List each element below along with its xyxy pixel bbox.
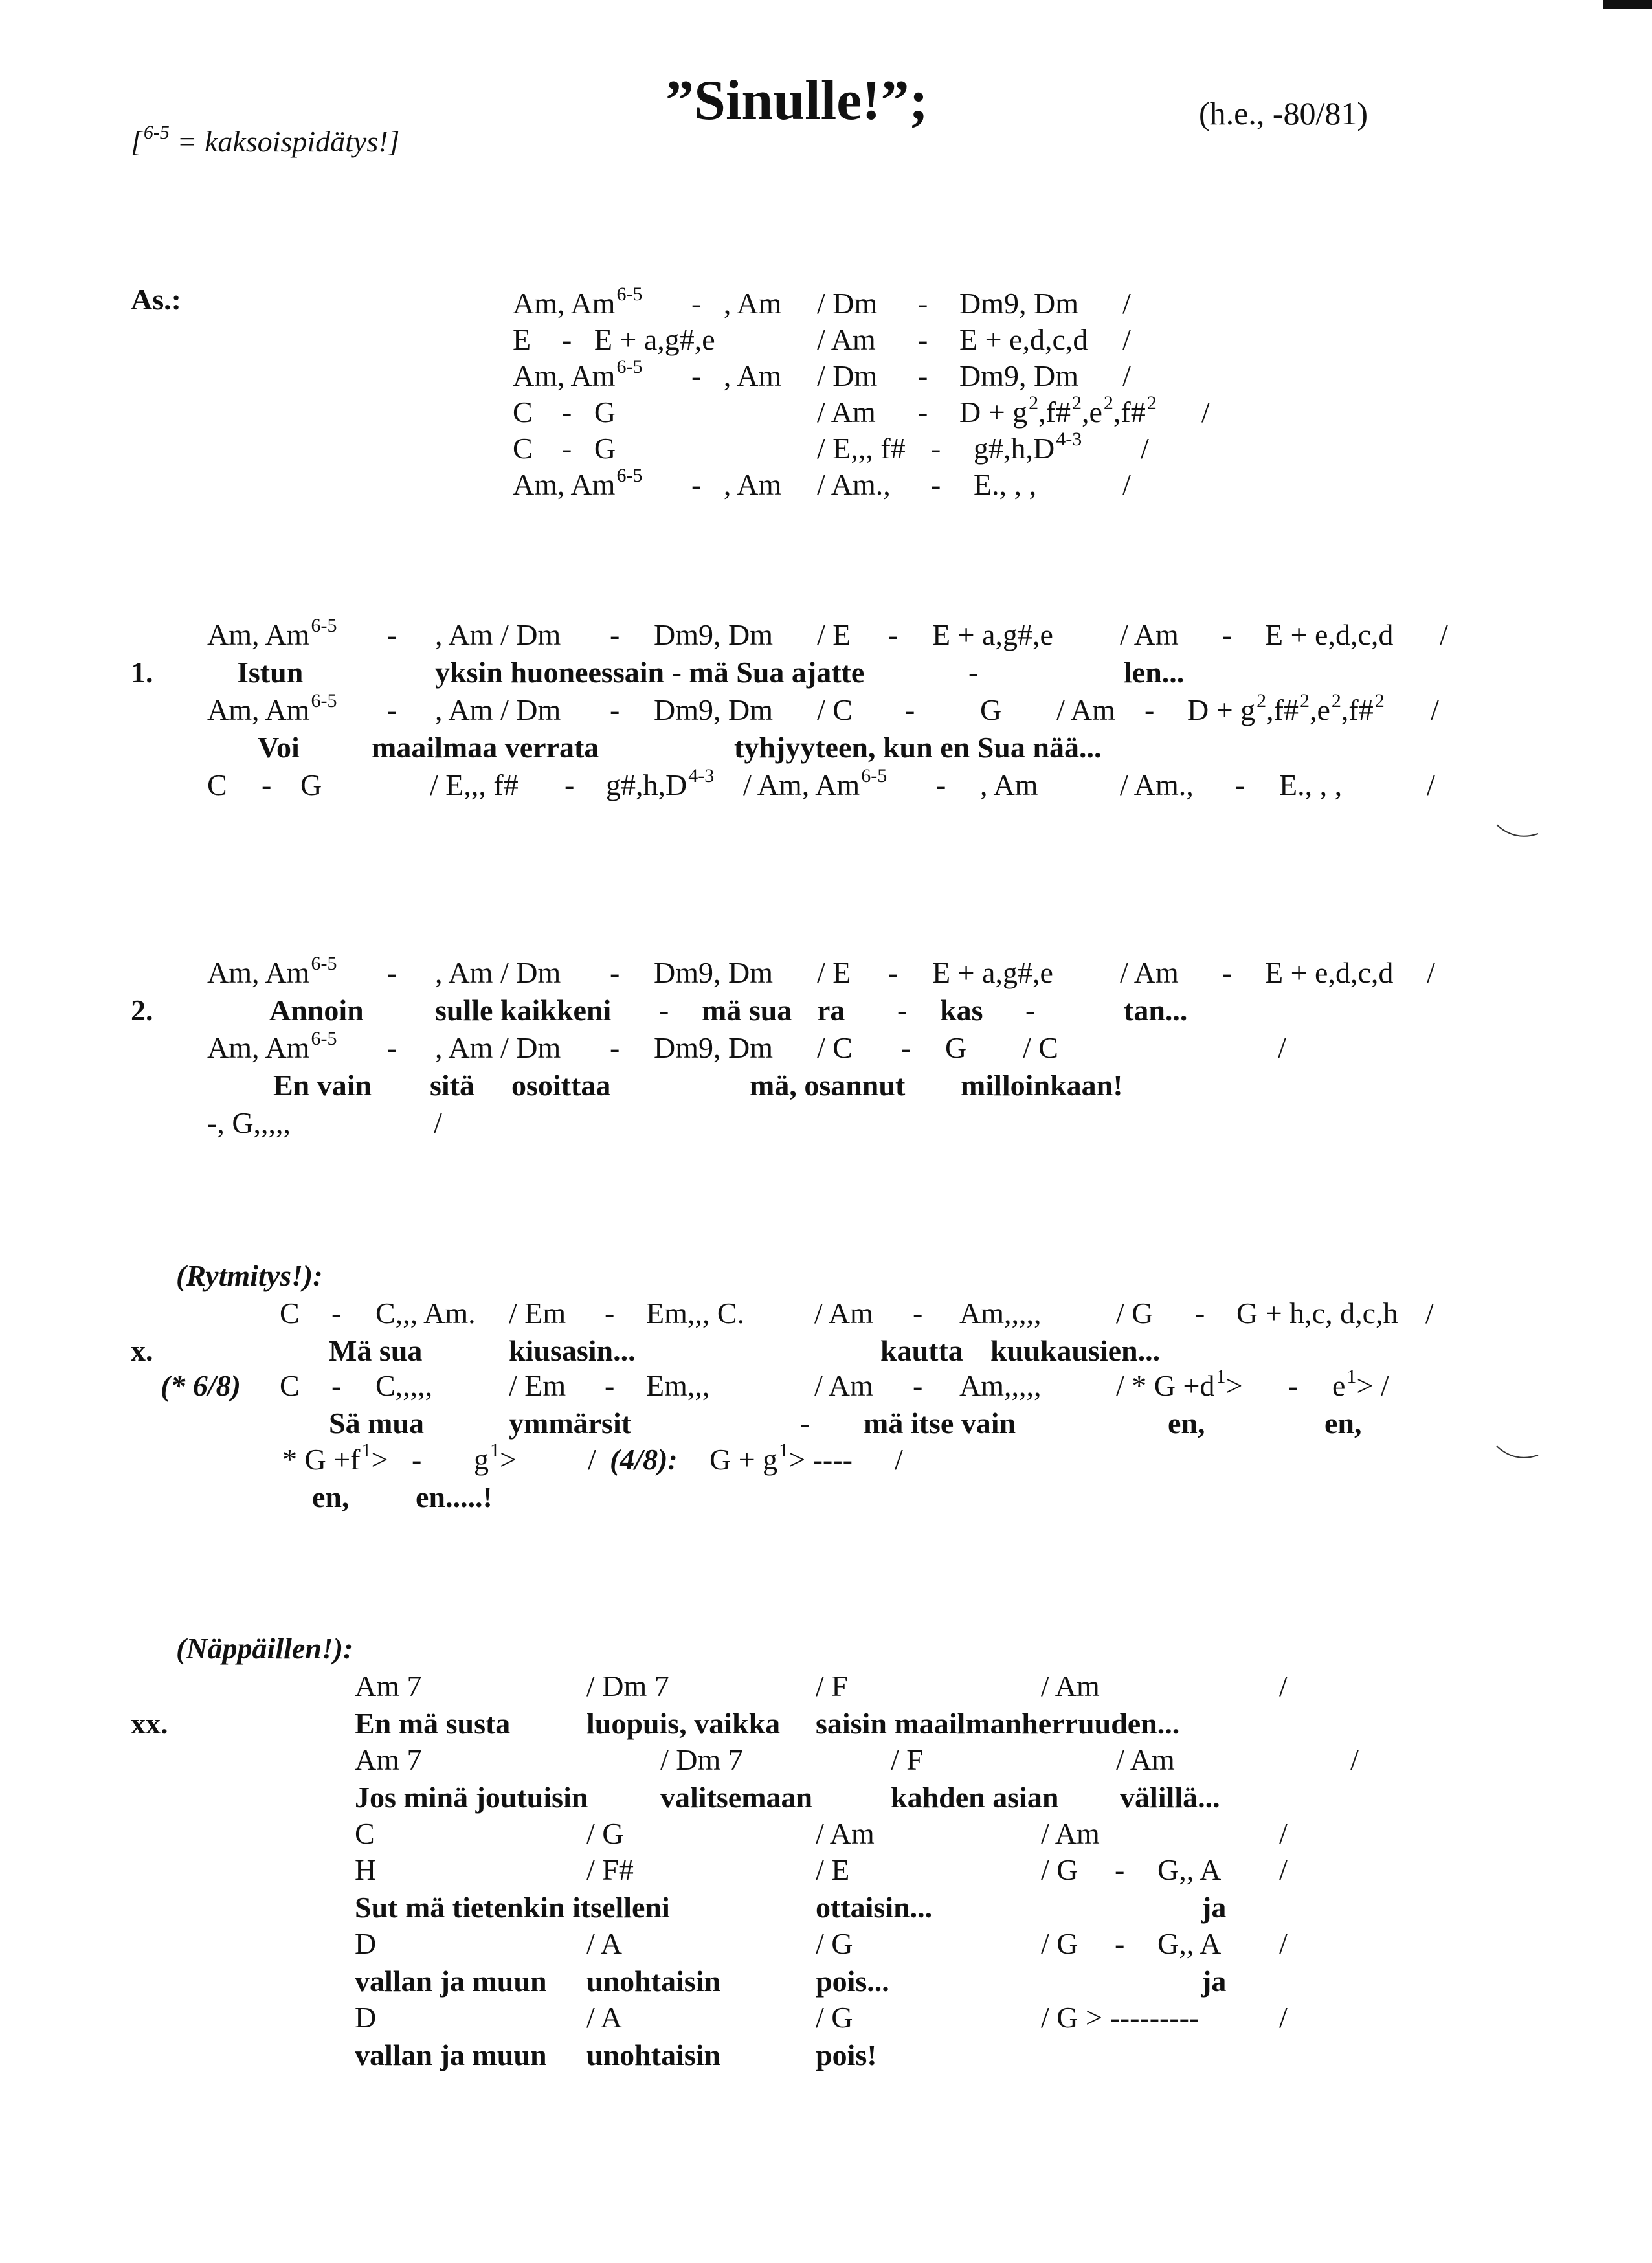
v1-chord-3k: - — [1235, 768, 1245, 801]
v1-chord-1k: E + e,d,c,d — [1265, 618, 1394, 651]
b2-lyric-1a: En mä susta — [355, 1707, 511, 1740]
b1-chord-3d: / — [588, 1443, 596, 1476]
b2-lyric-2b: valitsemaan — [660, 1781, 813, 1814]
intro-line-2-b: - E + a,g#,e — [562, 323, 715, 356]
v1-chord-2b: - — [387, 693, 397, 726]
intro-line-6-e: E., , , — [974, 468, 1037, 501]
bridge-2-number: xx. — [131, 1707, 168, 1740]
v2-lyric-1d: mä sua — [702, 994, 792, 1027]
b2-row-2a: Am 7 — [355, 1743, 422, 1776]
b1-chord-1j: / G — [1116, 1297, 1154, 1330]
v1-lyric-2a: Voi — [258, 731, 300, 764]
v1-chord-1f: / E — [817, 618, 851, 651]
b1-lyric-1a: Mä sua — [329, 1334, 423, 1367]
v2-lyric-1i: tan... — [1124, 994, 1188, 1027]
v1-chord-1a: Am, Am$^{6-5}$ — [207, 615, 337, 651]
v2-chord-3b: / — [434, 1106, 442, 1139]
bridge-1-meter: (* 6/8) — [161, 1369, 241, 1402]
v1-chord-1d: - — [610, 618, 620, 651]
intro-line-4-e: $D + g^2,f\#^2,e^2,f\#^2$ — [959, 392, 1157, 429]
b1-lyric-1b: kiusasin... — [509, 1334, 636, 1367]
intro-line-3-b: - , Am — [691, 359, 782, 392]
b2-lyric-2c: kahden asian — [891, 1781, 1059, 1814]
v2-lyric-2d: mä, osannut — [750, 1069, 906, 1102]
v1-lyric-2b: maailmaa verrata — [372, 731, 599, 764]
v2-chord-1a: Am, Am$^{6-5}$ — [207, 953, 337, 989]
b2-row-6e: / — [1279, 2001, 1288, 2034]
b2-row-4c: / E — [816, 1853, 850, 1886]
b2-row-1c: / F — [816, 1669, 848, 1702]
v2-lyric-2b: sitä — [430, 1069, 474, 1102]
b2-row-5b: / A — [586, 1927, 622, 1960]
b2-row-6c: / G — [816, 2001, 853, 2034]
intro-line-5-b: - G — [562, 432, 616, 465]
intro-line-6-f: / — [1122, 468, 1131, 501]
b1-chord-1m: / — [1425, 1297, 1434, 1330]
v1-chord-1g: - — [888, 618, 899, 651]
v2-lyric-2c: osoittaa — [511, 1069, 611, 1102]
intro-line-4: C — [513, 396, 533, 429]
b1-chord-1f: Em,,, C. — [646, 1297, 745, 1330]
scan-artifact-curve-1 — [1495, 822, 1541, 842]
v2-lyric-1a: Annoin — [269, 994, 364, 1027]
v2-lyric-2a: En vain — [273, 1069, 372, 1102]
v1-chord-2k: $D + g^2,f\#^2,e^2,f\#^2$ — [1187, 690, 1385, 726]
v2-chord-1c: , Am / Dm — [435, 956, 561, 989]
b1-lyric-3a: en, — [312, 1480, 350, 1513]
v2-chord-2i: / C — [1023, 1031, 1058, 1064]
intro-line-4-d: - — [918, 396, 928, 429]
intro-line-3-e: Dm9, Dm — [959, 359, 1078, 392]
b1-chord-1g: / Am — [814, 1297, 873, 1330]
b2-row-3d: / Am — [1041, 1817, 1100, 1850]
b2-row-4e: - — [1115, 1853, 1125, 1886]
b2-row-2c: / F — [891, 1743, 923, 1776]
intro-line-4-b: - G — [562, 396, 616, 429]
v1-lyric-1b: yksin huoneessain - mä Sua ajatte — [435, 656, 865, 689]
v2-chord-2g: - — [901, 1031, 911, 1064]
b1-lyric-2a: Sä mua — [329, 1407, 424, 1440]
b1-chord-3e: (4/8): — [610, 1443, 678, 1476]
b1-chord-2g: / Am — [814, 1369, 873, 1402]
intro-line-6-b: - , Am — [691, 468, 782, 501]
b2-row-1e: / — [1279, 1669, 1288, 1702]
v2-chord-2b: - — [387, 1031, 397, 1064]
b2-lyric-5a: vallan ja muun — [355, 1965, 547, 1998]
b1-chord-1b: - — [331, 1297, 342, 1330]
b1-chord-2k: - — [1288, 1369, 1299, 1402]
intro-line-5-f: / — [1141, 432, 1149, 465]
b2-row-1b: / Dm 7 — [586, 1669, 669, 1702]
intro-line-1: Am, Am$^{6-5}$ — [513, 284, 643, 320]
b2-row-2d: / Am — [1116, 1743, 1175, 1776]
b1-chord-1d: / Em — [509, 1297, 566, 1330]
b1-chord-2b: - — [331, 1369, 342, 1402]
v2-chord-2f: / C — [817, 1031, 853, 1064]
v1-chord-2j: - — [1144, 693, 1155, 726]
v1-lyric-1a: Istun — [237, 656, 304, 689]
v1-chord-1b: - — [387, 618, 397, 651]
intro-line-2-c: / Am — [817, 323, 876, 356]
v1-chord-3f: $g\#,h,D^{4-3}$ — [606, 765, 715, 801]
b1-lyric-2b: ymmärsit — [509, 1407, 632, 1440]
intro-line-4-f: / — [1201, 396, 1210, 429]
intro-line-1-c: / Dm — [817, 287, 878, 320]
b2-row-4b: / F# — [586, 1853, 634, 1886]
author-credit: (h.e., -80/81) — [1199, 95, 1368, 131]
v2-lyric-1b: sulle kaikkeni — [435, 994, 612, 1027]
intro-line-3-c: / Dm — [817, 359, 878, 392]
b1-chord-1l: G + h,c, d,c,h — [1236, 1297, 1398, 1330]
b2-row-3b: / G — [586, 1817, 624, 1850]
b2-row-5f: G,, A — [1157, 1927, 1222, 1960]
b2-row-6d: / G > --------- — [1041, 2001, 1200, 2034]
intro-line-4-c: / Am — [817, 396, 876, 429]
b2-row-4f: G,, A — [1157, 1853, 1222, 1886]
v2-chord-2d: - — [610, 1031, 620, 1064]
v2-chord-1b: - — [387, 956, 397, 989]
verse-1-number: 1. — [131, 656, 153, 689]
v1-chord-3l: E., , , — [1279, 768, 1343, 801]
v1-chord-2c: , Am / Dm — [435, 693, 561, 726]
intro-line-5-d: - — [931, 432, 941, 465]
v2-lyric-1e: ra — [817, 994, 845, 1027]
b1-chord-3c: $g^1>$ — [474, 1440, 517, 1476]
b1-chord-2c: C,,,,, — [375, 1369, 433, 1402]
b2-lyric-6b: unohtaisin — [586, 2038, 721, 2071]
bridge-2-label: (Näppäillen!): — [176, 1632, 353, 1665]
b1-chord-2e: - — [605, 1369, 615, 1402]
b2-row-2b: / Dm 7 — [660, 1743, 743, 1776]
b2-row-5g: / — [1279, 1927, 1288, 1960]
intro-line-2-d: - — [918, 323, 928, 356]
intro-line-2-e: E + e,d,c,d — [959, 323, 1088, 356]
v2-chord-2e: Dm9, Dm — [654, 1031, 773, 1064]
intro-line-1-b: - , Am — [691, 287, 782, 320]
intro-line-1-d: - — [918, 287, 928, 320]
b1-chord-2i: Am,,,,, — [959, 1369, 1042, 1402]
intro-label: As.: — [131, 283, 181, 316]
v1-chord-1i: / Am — [1120, 618, 1179, 651]
b1-chord-3g: / — [895, 1443, 903, 1476]
v2-lyric-1c: - — [659, 994, 669, 1027]
v2-chord-1f: / E — [817, 956, 851, 989]
v1-chord-3e: - — [564, 768, 575, 801]
v1-chord-3b: - — [262, 768, 272, 801]
intro-line-5-e: $g\#,h,D^{4-3}$ — [974, 429, 1082, 465]
v2-chord-2c: , Am / Dm — [435, 1031, 561, 1064]
intro-line-1-e: Dm9, Dm — [959, 287, 1078, 320]
v1-lyric-1c: - — [968, 656, 979, 689]
b2-row-6a: D — [355, 2001, 377, 2034]
v1-chord-3j: / Am., — [1120, 768, 1194, 801]
intro-line-5-c: / E,,, f# — [817, 432, 906, 465]
verse-2-number: 2. — [131, 994, 153, 1027]
v2-chord-1d: - — [610, 956, 620, 989]
v2-chord-3a: -, G,,,,, — [207, 1106, 291, 1139]
v2-lyric-1f: - — [897, 994, 908, 1027]
b2-row-5c: / G — [816, 1927, 853, 1960]
b1-chord-2j: / * $G +d^1>$ — [1116, 1366, 1243, 1402]
b1-chord-1e: - — [605, 1297, 615, 1330]
intro-line-2-f: / — [1122, 323, 1131, 356]
b1-lyric-1d: kuukausien... — [990, 1334, 1161, 1367]
b1-chord-2d: / Em — [509, 1369, 566, 1402]
b1-chord-2a: C — [280, 1369, 300, 1402]
intro-line-1-f: / — [1122, 287, 1131, 320]
b1-chord-1i: Am,,,,, — [959, 1297, 1042, 1330]
b2-row-5d: / G — [1041, 1927, 1078, 1960]
b2-lyric-5c: pois... — [816, 1965, 889, 1998]
b2-row-1a: Am 7 — [355, 1669, 422, 1702]
v1-chord-1c: , Am / Dm — [435, 618, 561, 651]
v2-chord-1k: E + e,d,c,d — [1265, 956, 1394, 989]
v2-chord-1e: Dm9, Dm — [654, 956, 773, 989]
b1-chord-3f: $G + g^1>$ ---- — [709, 1440, 853, 1476]
intro-line-6-d: - — [931, 468, 941, 501]
b2-row-3c: / Am — [816, 1817, 875, 1850]
b2-row-5e: - — [1115, 1927, 1125, 1960]
b1-chord-1a: C — [280, 1297, 300, 1330]
b2-lyric-6a: vallan ja muun — [355, 2038, 547, 2071]
b2-lyric-2a: Jos minä joutuisin — [355, 1781, 588, 1814]
v1-chord-3a: C — [207, 768, 227, 801]
b2-row-6b: / A — [586, 2001, 622, 2034]
b2-row-2e: / — [1350, 1743, 1359, 1776]
bridge-1-number: x. — [131, 1334, 153, 1367]
b2-lyric-1c: saisin maailmanherruuden... — [816, 1707, 1180, 1740]
v1-chord-2g: - — [905, 693, 915, 726]
b1-chord-1k: - — [1195, 1297, 1205, 1330]
v1-chord-2e: Dm9, Dm — [654, 693, 773, 726]
v2-chord-1l: / — [1427, 956, 1435, 989]
b1-chord-2h: - — [913, 1369, 923, 1402]
b1-chord-2f: Em,,, — [646, 1369, 710, 1402]
b1-lyric-3b: en.....! — [416, 1480, 493, 1513]
page-title: ”Sinulle!”; — [665, 69, 928, 132]
intro-line-3: Am, Am$^{6-5}$ — [513, 356, 643, 392]
b2-lyric-1b: luopuis, vaikka — [586, 1707, 781, 1740]
intro-line-5: C — [513, 432, 533, 465]
v1-lyric-2c: tyhjyyteen, kun en Sua nää... — [734, 731, 1102, 764]
v2-lyric-2e: milloinkaan! — [961, 1069, 1123, 1102]
b2-row-3a: C — [355, 1817, 375, 1850]
b1-lyric-2d: mä itse vain — [864, 1407, 1016, 1440]
b1-lyric-2c: - — [800, 1407, 810, 1440]
v1-chord-2i: / Am — [1056, 693, 1115, 726]
v1-chord-3i: , Am — [980, 768, 1038, 801]
scan-edge-mark — [1603, 0, 1652, 9]
b1-chord-3b: - — [412, 1443, 422, 1476]
b2-lyric-6c: pois! — [816, 2038, 877, 2071]
v1-chord-3h: - — [936, 768, 946, 801]
v2-lyric-1g: kas — [940, 994, 983, 1027]
v1-chord-2f: / C — [817, 693, 853, 726]
v1-lyric-1d: len... — [1124, 656, 1185, 689]
b2-lyric-4b: ottaisin... — [816, 1891, 933, 1924]
b2-row-4a: H — [355, 1853, 377, 1886]
v2-chord-2h: G — [945, 1031, 967, 1064]
b2-lyric-4a: Sut mä tietenkin itselleni — [355, 1891, 670, 1924]
v2-chord-1h: E + a,g#,e — [932, 956, 1053, 989]
v1-chord-3g: / Am, Am$^{6-5}$ — [743, 765, 887, 801]
b1-lyric-2e: en, — [1168, 1407, 1205, 1440]
v1-chord-1l: / — [1440, 618, 1448, 651]
v1-chord-2a: Am, Am$^{6-5}$ — [207, 690, 337, 726]
v1-chord-1e: Dm9, Dm — [654, 618, 773, 651]
v2-chord-1g: - — [888, 956, 899, 989]
b2-lyric-4c: ja — [1201, 1891, 1227, 1924]
v2-chord-2a: Am, Am$^{6-5}$ — [207, 1028, 337, 1064]
v2-chord-2j: / — [1278, 1031, 1286, 1064]
v2-lyric-1h: - — [1025, 994, 1036, 1027]
v2-chord-1i: / Am — [1120, 956, 1179, 989]
b2-lyric-5d: ja — [1201, 1965, 1227, 1998]
b1-chord-2l: $e^1>$ / — [1332, 1366, 1389, 1402]
v1-chord-2l: / — [1431, 693, 1439, 726]
b1-lyric-1c: kautta — [880, 1334, 963, 1367]
b2-row-4g: / — [1279, 1853, 1288, 1886]
v1-chord-1j: - — [1222, 618, 1233, 651]
b2-row-3e: / — [1279, 1817, 1288, 1850]
bridge-1-label: (Rytmitys!): — [176, 1259, 323, 1292]
v2-chord-1j: - — [1222, 956, 1233, 989]
b2-row-4d: / G — [1041, 1853, 1078, 1886]
intro-line-2: E — [513, 323, 531, 356]
b2-lyric-5b: unohtaisin — [586, 1965, 721, 1998]
b1-chord-3a: * $G +f^1>$ — [282, 1440, 388, 1476]
intro-line-3-d: - — [918, 359, 928, 392]
v1-chord-2h: G — [980, 693, 1002, 726]
scan-artifact-curve-2 — [1495, 1444, 1541, 1463]
v1-chord-1h: E + a,g#,e — [932, 618, 1053, 651]
b2-row-1d: / Am — [1041, 1669, 1100, 1702]
b1-chord-1h: - — [913, 1297, 923, 1330]
b2-lyric-2d: välillä... — [1120, 1781, 1220, 1814]
b2-row-5a: D — [355, 1927, 377, 1960]
b1-lyric-2f: en, — [1324, 1407, 1362, 1440]
v1-chord-3m: / — [1427, 768, 1435, 801]
v1-chord-3c: G — [300, 768, 322, 801]
intro-line-3-f: / — [1122, 359, 1131, 392]
intro-line-6: Am, Am$^{6-5}$ — [513, 465, 643, 501]
intro-line-6-c: / Am., — [817, 468, 891, 501]
b1-chord-1c: C,,, Am. — [375, 1297, 476, 1330]
chord-notation-note: [$^{6-5}$ = kaksoispidätys!] — [131, 122, 400, 158]
v1-chord-3d: / E,,, f# — [430, 768, 519, 801]
v1-chord-2d: - — [610, 693, 620, 726]
